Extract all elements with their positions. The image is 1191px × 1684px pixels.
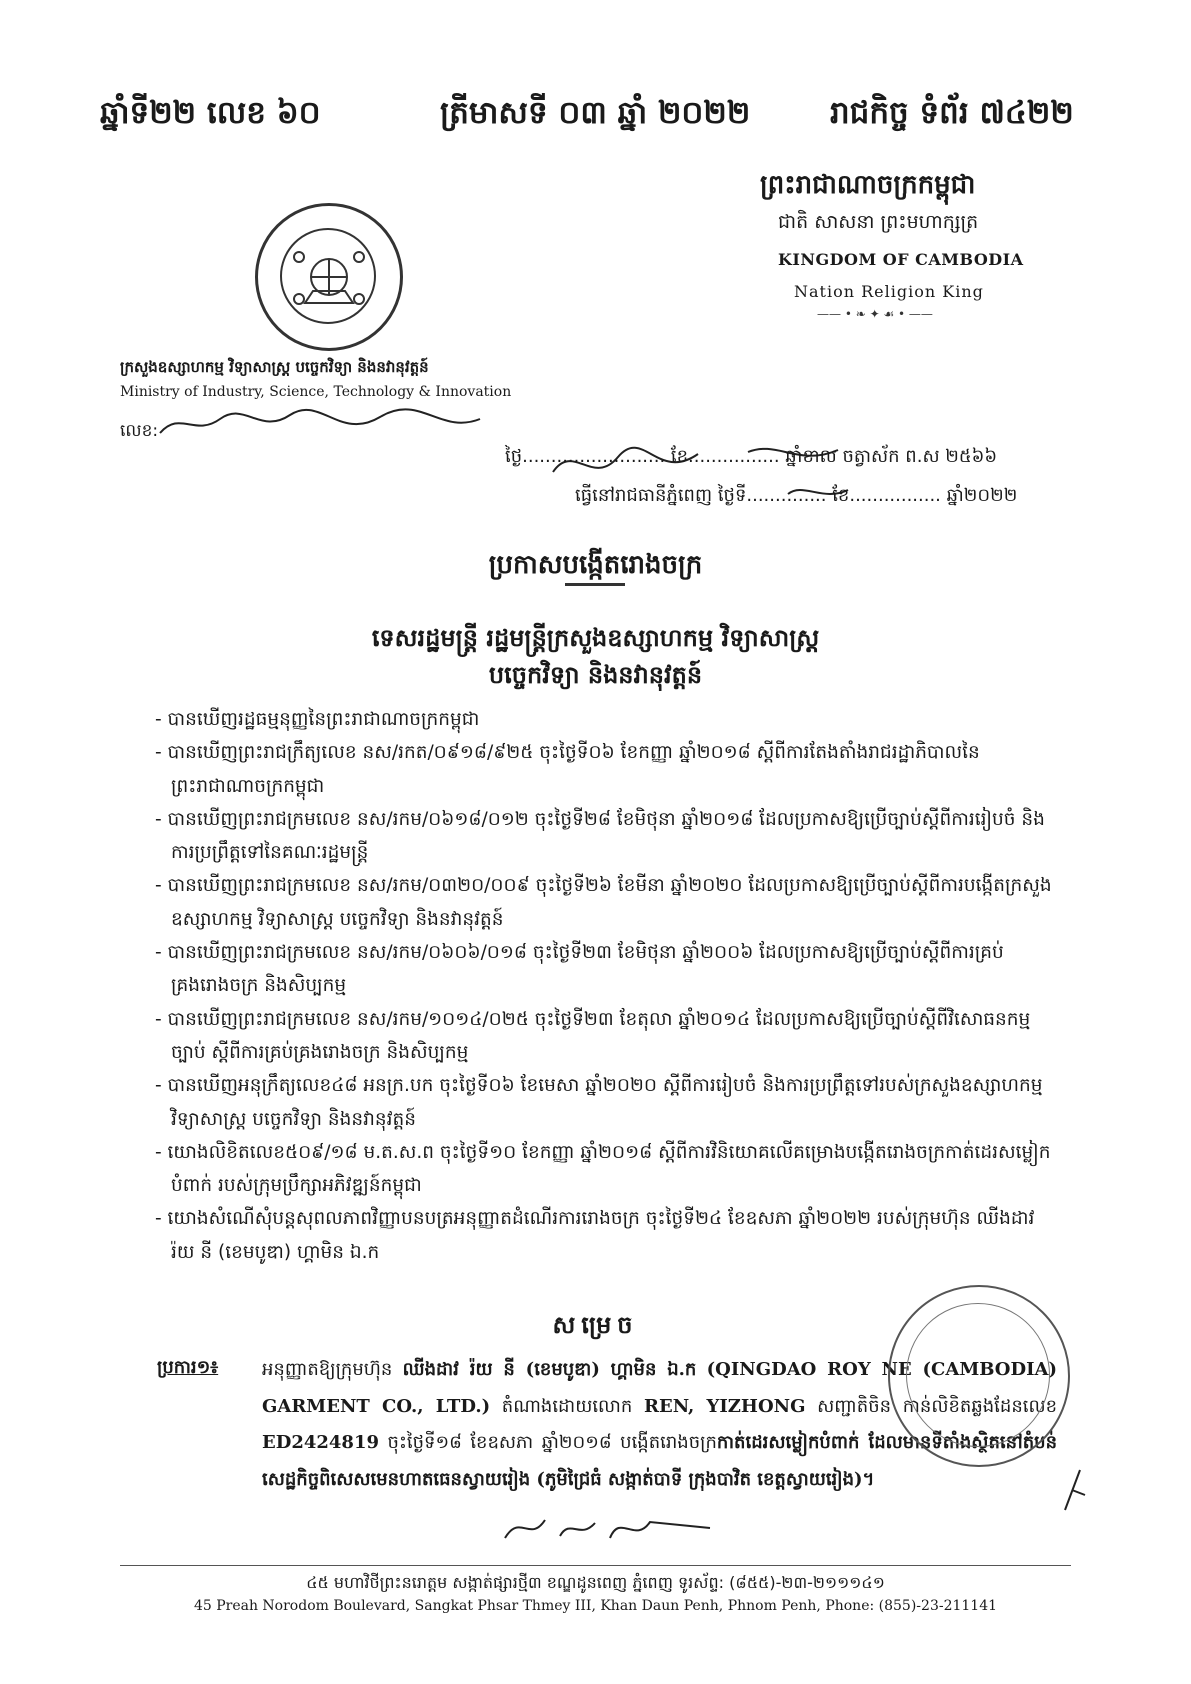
company-name-kh: ឈីងដាវ រ៉យ នី (ខេមបូឌា) ហ្គាមិន ឯ.ក xyxy=(402,1359,697,1380)
ministry-name-en: Ministry of Industry, Science, Technology & Innovation xyxy=(120,384,512,400)
motto-en: Nation Religion King xyxy=(794,282,984,301)
date-solar: ធ្វើនៅរាជធានីភ្នំពេញ ថ្ងៃទី.............. ខែ................ ឆ្នាំ២០២២ xyxy=(575,485,1018,506)
issuer-heading-line1: ទេសរដ្ឋមន្ត្រី រដ្ឋមន្ត្រីក្រសួងឧស្សាហកម្ម វិទ្យាសាស្ត្រ xyxy=(371,624,820,652)
factory-location: កាត់ដេរសម្លៀកបំពាក់ ដែលមានទីតាំងស្ថិតនៅតំបន់សេដ្ឋកិច្ចពិសេសមេនហាតធេនស្វាយរៀង (ភូមិជ្រៃធំ សង្កាត់បាទី ក្រុងបាវិត ខេត្តស្វាយរៀង)។ xyxy=(262,1432,1058,1490)
footer-divider xyxy=(120,1565,1071,1566)
signature-icon xyxy=(500,1508,720,1548)
clause-item: - បានឃើញព្រះរាជក្រមលេខ នស/រកម/០៦០៦/០១៨ ចុះថ្ងៃទី២៣ ខែមិថុនា ឆ្នាំ២០០៦ ដែលប្រកាសឱ្យប្រើច្បាប់ស្តីពីការគ្រប់គ្រងរោងចក្រ និងសិប្បកម្ម xyxy=(155,942,1004,997)
ministry-name-kh: ក្រសួងឧស្សាហកម្ម វិទ្យាសាស្ត្រ បច្ចេកវិទ្យា និងនវានុវត្តន៍ xyxy=(120,358,429,376)
article-1-label: ប្រការ១៖ xyxy=(157,1357,219,1378)
decision-heading: សម្រេច xyxy=(552,1311,639,1339)
passport-number: ED2424819 xyxy=(262,1432,379,1453)
title-divider xyxy=(565,583,625,586)
article-text: តំណាងដោយលោក xyxy=(490,1395,645,1417)
official-stamp-inner xyxy=(906,1303,1050,1447)
document-title: ប្រកាសបង្កើតរោងចក្រ xyxy=(488,550,703,580)
motto-kh: ជាតិ សាសនា ព្រះមហាក្សត្រ xyxy=(778,211,979,233)
clause-item: - យោងសំណើសុំបន្តសុពលភាពវិញ្ញាបនបត្រអនុញ្ញាតដំណើរការរោងចក្រ ចុះថ្ងៃទី២៤ ខែឧសភា ឆ្នាំ២០២២ របស់ក្រុមហ៊ុន ឈីងដាវ រ៉យ នី (ខេមបូឌា) ហ្គាមិន ឯ.ក xyxy=(155,1208,1035,1263)
reference-label: លេខ: xyxy=(120,421,159,441)
company-name-en: (QINGDAO ROY NE (CAMBODIA) GARMENT CO., LTD.) xyxy=(262,1359,1057,1417)
article-text xyxy=(696,1359,706,1380)
footer-address-en: 45 Preah Norodom Boulevard, Sangkat Phsar Thmey III, Khan Daun Penh, Phnom Penh, Phone: (855)-23-211141 xyxy=(193,1598,998,1614)
representative-name: REN, YIZHONG xyxy=(644,1395,806,1417)
gazette-page: រាជកិច្ច ទំព័រ ៧៤២២ xyxy=(830,95,1074,131)
kingdom-title-en: KINGDOM OF CAMBODIA xyxy=(778,250,1024,269)
preamble-clauses xyxy=(155,703,1055,1269)
ministry-emblem-icon xyxy=(255,203,403,351)
clause-item: - បានឃើញព្រះរាជក្រមលេខ នស/រកម/១០១៤/០២៥ ចុះថ្ងៃទី២៣ ខែតុលា ឆ្នាំ២០១៤ ដែលប្រកាសឱ្យប្រើច្បាប់ស្តីពីវិសោធនកម្មច្បាប់ ស្តីពីការគ្រប់គ្រងរោងចក្រ និងសិប្បកម្ម xyxy=(155,1008,1031,1063)
article-text: អនុញ្ញាតឱ្យក្រុមហ៊ុន xyxy=(262,1359,403,1380)
clause-item: - បានឃើញព្រះរាជក្រមលេខ នស/រកម/០៦១៨/០១២ ចុះថ្ងៃទី២៨ ខែមិថុនា ឆ្នាំ២០១៨ ដែលប្រកាសឱ្យប្រើច្បាប់ស្តីពីការរៀបចំ និងការប្រព្រឹត្តទៅនៃគណៈរដ្ឋមន្ត្រី xyxy=(155,808,1045,864)
clause-item: - បានឃើញរដ្ឋធម្មនុញ្ញនៃព្រះរាជាណាចក្រកម្ពុជា xyxy=(155,709,480,730)
issuer-heading-line2: បច្ចេកវិទ្យា និងនវានុវត្តន៍ xyxy=(488,661,703,689)
article-text: សញ្ជាតិចិន កាន់លិខិតឆ្លងដែនលេខ xyxy=(805,1395,1058,1417)
kingdom-title-kh: ព្រះរាជាណាចក្រកម្ពុជា xyxy=(760,170,976,200)
footer-address-kh: ៤៥ មហាវិថីព្រះនរោត្តម សង្កាត់ផ្សារថ្មី៣ ខណ្ឌដូនពេញ ភ្នំពេញ ទូរស័ព្ទ: (៨៥៥)-២៣-២១១១៤១ xyxy=(306,1573,885,1592)
clause-item: - បានឃើញអនុក្រឹត្យលេខ៤៨ អនក្រ.បក ចុះថ្ងៃទី០៦ ខែមេសា ឆ្នាំ២០២០ ស្តីពីការរៀបចំ និងការប្រព្រឹត្តទៅរបស់ក្រសួងឧស្សាហកម្ម វិទ្យាសាស្ត្រ បច្ចេកវិទ្យា និងនវានុវត្តន៍ xyxy=(155,1075,1043,1130)
clause-item: - បានឃើញព្រះរាជក្រឹត្យលេខ នស/រកត/០៩១៨/៩២៥ ចុះថ្ងៃទី០៦ ខែកញ្ញា ឆ្នាំ២០១៨ ស្តីពីការតែងតាំងរាជរដ្ឋាភិបាលនៃព្រះរាជាណាចក្រកម្ពុជា xyxy=(155,742,980,797)
gazette-period: ត្រីមាសទី ០៣ ឆ្នាំ ២០២២ xyxy=(440,95,751,131)
letterhead-ornament: —— • ❧ ✦ ☙ • —— xyxy=(817,307,933,321)
margin-initial-icon xyxy=(1060,1465,1090,1515)
clause-item: - បានឃើញព្រះរាជក្រមលេខ នស/រកម/០៣២០/០០៩ ចុះថ្ងៃទី២៦ ខែមីនា ឆ្នាំ២០២០ ដែលប្រកាសឱ្យប្រើច្បាប់ស្តីពីការបង្កើតក្រសួងឧស្សាហកម្ម វិទ្យាសាស្ត្រ បច្ចេកវិទ្យា និងនវានុវត្តន៍ xyxy=(155,875,1052,930)
gazette-issue: ឆ្នាំទី២២ លេខ ៦០ xyxy=(100,95,321,131)
clause-item: - យោងលិខិតលេខ៥០៩/១៨ ម.ត.ស.ព ចុះថ្ងៃទី១០ ខែកញ្ញា ឆ្នាំ២០១៨ ស្តីពីការវិនិយោគលើគម្រោងបង្កើតរោងចក្រកាត់ដេរសម្លៀកបំពាក់ របស់ក្រុមប្រឹក្សាអភិវឌ្ឍន៍កម្ពុជា xyxy=(155,1141,1051,1197)
handwritten-reference xyxy=(150,405,490,445)
article-text: ចុះថ្ងៃទី១៨ ខែឧសភា ឆ្នាំ២០១៨ បង្កើតរោងចក្រ xyxy=(379,1432,717,1453)
date-lunar: ថ្ងៃ......................... ខែ................ ឆ្នាំខាល ចត្វាស័ក ព.ស ២៥៦៦ xyxy=(505,446,998,467)
